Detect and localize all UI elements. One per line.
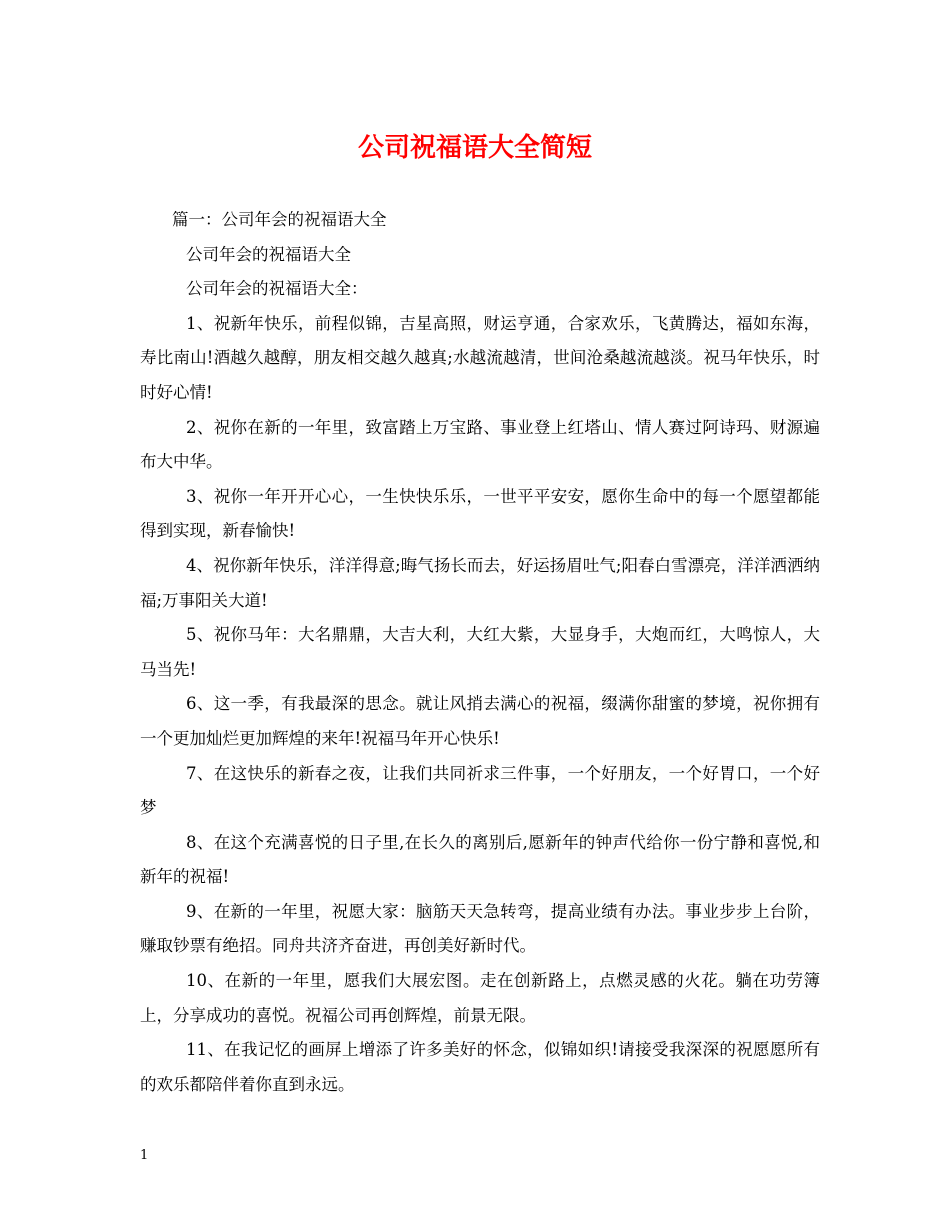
page-title: 公司祝福语大全简短 [357,133,592,163]
paragraph: 3、祝你一年开开心心，一生快快乐乐，一世平平安安，愿你生命中的每一个愿望都能得到实现，新春愉快! [140,486,820,541]
paragraph: 2、祝你在新的一年里，致富踏上万宝路、事业登上红塔山、情人赛过阿诗玛、财源遍布大中华。 [140,417,820,472]
paragraph: 5、祝你马年：大名鼎鼎，大吉大利，大红大紫，大显身手，大炮而红，大鸣惊人，大马当先! [140,625,820,679]
article-heading: 公司年会的祝福语大全 [186,244,351,264]
paragraph: 6、这一季，有我最深的思念。就让风捎去满心的祝福，缀满你甜蜜的梦境，祝你拥有一个更加灿烂更加辉煌的来年!祝福马年开心快乐! [140,694,820,748]
paragraph: 11、在我记忆的画屏上增添了许多美好的怀念，似锦如织!请接受我深深的祝愿愿所有的欢乐都陪伴着你直到永远。 [140,1040,820,1094]
paragraph: 9、在新的一年里，祝愿大家：脑筋天天急转弯，提高业绩有办法。事业步步上台阶，赚取钞票有绝招。同舟共济齐奋进，再创美好新时代。 [140,901,820,956]
section-heading: 篇一：公司年会的祝福语大全 [172,210,387,229]
paragraph: 4、祝你新年快乐，洋洋得意;晦气扬长而去，好运扬眉吐气;阳春白雪漂亮，洋洋洒洒纳福;万事阳关大道! [140,555,820,610]
page-number: 1 [140,1148,149,1163]
document-body [140,203,820,1102]
paragraph: 1、祝新年快乐，前程似锦，吉星高照，财运亨通，合家欢乐，飞黄腾达，福如东海，寿比南山!酒越久越醇，朋友相交越久越真;水越流越清，世间沧桑越流越淡。祝马年快乐，时时好心情! [140,313,820,402]
paragraph: 7、在这快乐的新春之夜，让我们共同祈求三件事，一个好朋友，一个好胃口，一个好梦 [140,763,820,818]
article-subheading: 公司年会的祝福语大全： [186,279,368,299]
paragraph: 10、在新的一年里，愿我们大展宏图。走在创新路上，点燃灵感的火花。躺在功劳簿上，分享成功的喜悦。祝福公司再创辉煌，前景无限。 [140,971,820,1025]
paragraph: 8、在这个充满喜悦的日子里,在长久的离别后,愿新年的钟声代给你一份宁静和喜悦,和新年的祝福! [140,832,820,887]
